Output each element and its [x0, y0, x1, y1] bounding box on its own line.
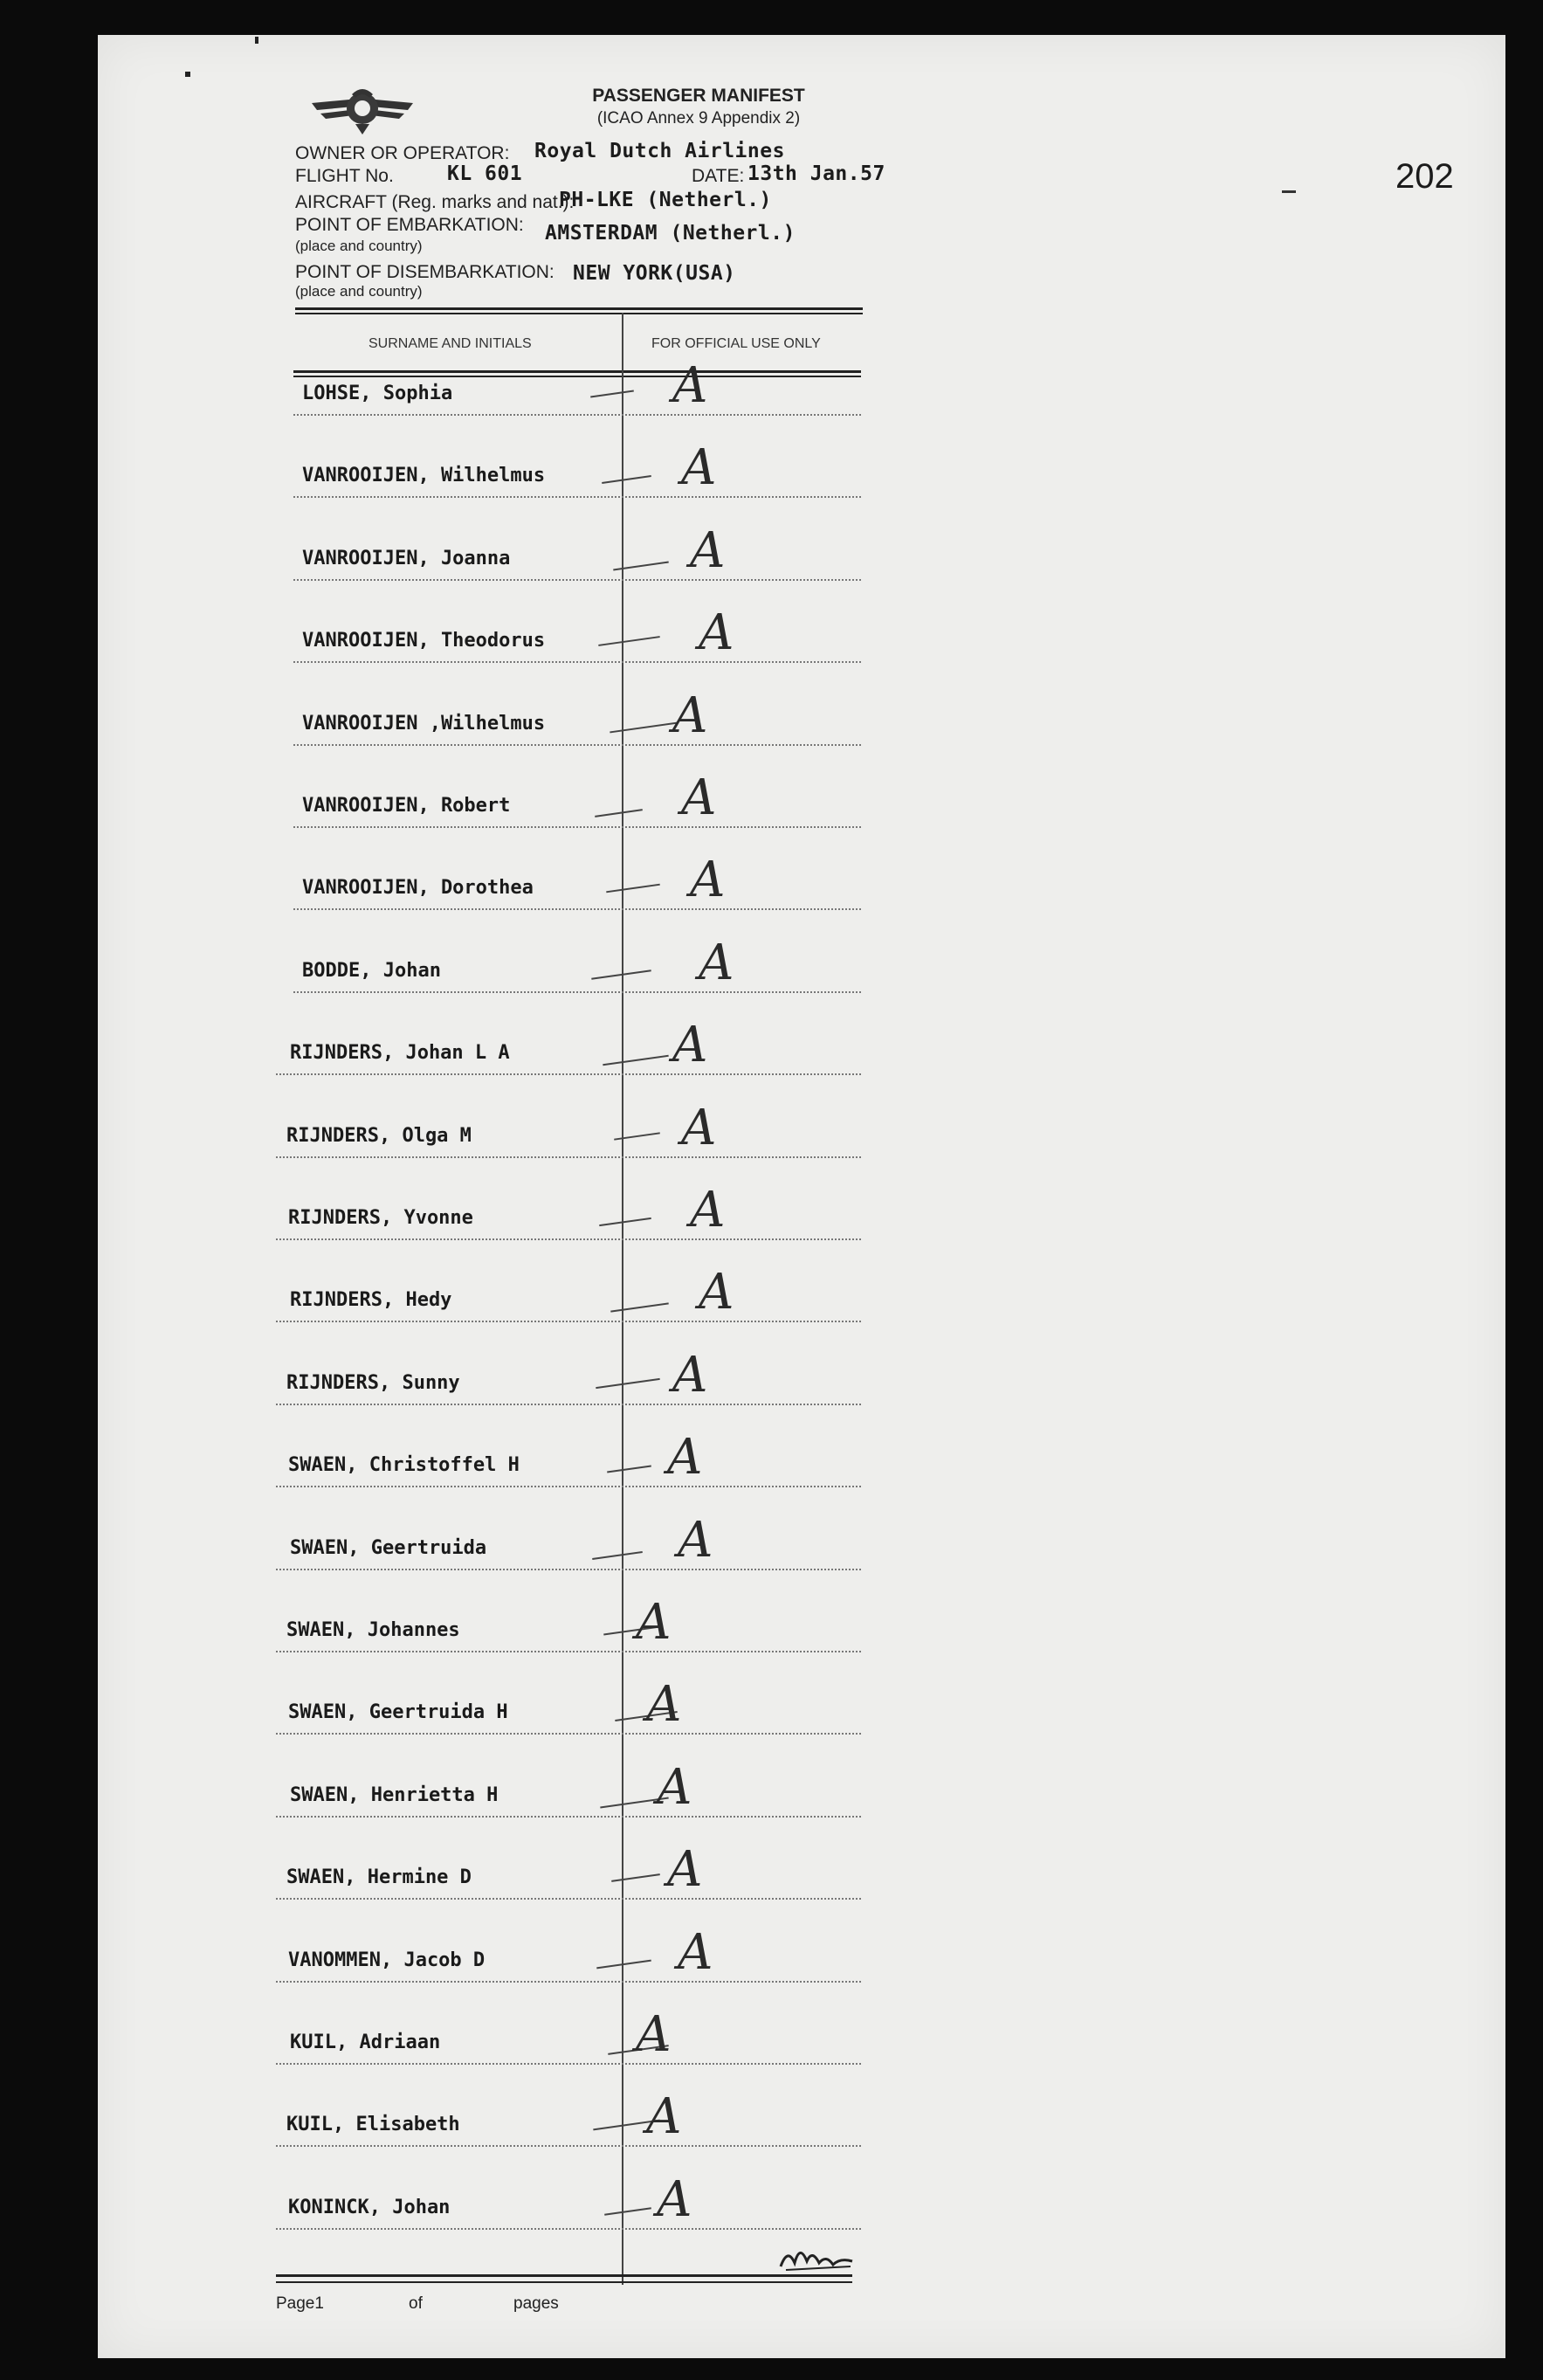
- passenger-name: SWAEN, Henrietta H: [290, 1783, 499, 1806]
- official-initial-stamp: A: [646, 1676, 682, 1734]
- table-bottom-rule: [276, 2274, 852, 2277]
- passenger-name: KONINCK, Johan: [288, 2196, 451, 2218]
- row-dotted-line: [276, 1486, 861, 1487]
- handwritten-signature: [777, 2232, 856, 2275]
- passenger-name: VANROOIJEN, Joanna: [302, 547, 511, 569]
- footer-pages-label: pages: [513, 2294, 559, 2313]
- official-initial-stamp: A: [681, 769, 717, 826]
- header-rule-2: [293, 376, 861, 377]
- embarkation-value: AMSTERDAM (Netherl.): [545, 222, 796, 245]
- row-dotted-line: [276, 1404, 861, 1405]
- official-initial-stamp: A: [672, 1346, 708, 1404]
- row-dotted-line: [293, 579, 861, 581]
- passenger-name: RIJNDERS, Olga M: [286, 1124, 472, 1147]
- row-dotted-line: [276, 2063, 861, 2065]
- manifest-title: PASSENGER MANIFEST: [592, 86, 805, 106]
- passenger-name: BODDE, Johan: [302, 959, 441, 982]
- official-initial-stamp: A: [667, 1429, 703, 1487]
- row-dotted-line: [293, 414, 861, 416]
- passenger-name: VANROOIJEN, Dorothea: [302, 877, 534, 900]
- official-initial-stamp: A: [672, 357, 708, 414]
- page-number: 202: [1395, 157, 1454, 196]
- page-value: 1: [314, 2294, 324, 2313]
- official-initial-stamp: A: [690, 521, 726, 579]
- passenger-name: KUIL, Adriaan: [290, 2032, 441, 2053]
- klm-logo-icon: [310, 84, 415, 136]
- passenger-name: RIJNDERS, Johan L A: [290, 1042, 510, 1065]
- passenger-name: VANOMMEN, Jacob D: [288, 1949, 486, 1971]
- manifest-subtitle: (ICAO Annex 9 Appendix 2): [596, 109, 801, 128]
- disembarkation-sublabel: (place and country): [295, 283, 423, 300]
- official-initial-stamp: A: [667, 1841, 703, 1899]
- footer-page-label: [276, 2294, 324, 2314]
- embarkation-label: POINT OF EMBARKATION:: [295, 215, 524, 235]
- official-initial-stamp: A: [657, 1758, 692, 1816]
- row-dotted-line: [276, 1898, 861, 1900]
- disembarkation-value: NEW YORK(USA): [573, 262, 736, 285]
- margin-dash: [1282, 190, 1296, 193]
- official-initial-stamp: A: [690, 852, 726, 909]
- official-initial-stamp: A: [636, 2006, 672, 2063]
- scan-speck: [185, 72, 190, 77]
- row-dotted-line: [276, 1981, 861, 1983]
- row-dotted-line: [276, 1321, 861, 1322]
- page-label: Page: [276, 2294, 315, 2313]
- row-dotted-line: [293, 991, 861, 993]
- official-initial-stamp: A: [699, 604, 734, 662]
- flight-label: FLIGHT No.: [295, 166, 394, 186]
- official-initial-stamp: A: [690, 1182, 726, 1238]
- passenger-name: RIJNDERS, Yvonne: [288, 1207, 473, 1229]
- passenger-name: VANROOIJEN, Robert: [302, 795, 511, 817]
- row-dotted-line: [293, 661, 861, 663]
- row-dotted-line: [276, 2145, 861, 2147]
- row-dotted-line: [276, 1569, 861, 1570]
- table-top-rule: [295, 307, 863, 310]
- passenger-name: VANROOIJEN, Wilhelmus: [302, 465, 546, 487]
- row-dotted-line: [293, 826, 861, 828]
- official-initial-stamp: A: [678, 1923, 713, 1981]
- embarkation-sublabel: (place and country): [295, 238, 423, 254]
- flight-value: KL 601: [447, 162, 523, 185]
- passenger-name: SWAEN, Geertruida: [290, 1536, 487, 1559]
- scan-speck: [255, 37, 258, 44]
- passenger-name: SWAEN, Hermine D: [286, 1866, 472, 1889]
- date-value: 13th Jan.57: [747, 162, 885, 185]
- passenger-name: SWAEN, Johannes: [286, 1619, 460, 1641]
- column-header-surname: SURNAME AND INITIALS: [369, 336, 532, 351]
- row-dotted-line: [276, 1156, 861, 1158]
- passenger-name: KUIL, Elisabeth: [286, 2114, 460, 2136]
- owner-value: Royal Dutch Airlines: [534, 140, 785, 162]
- official-initial-stamp: A: [646, 2088, 682, 2146]
- date-label: DATE:: [692, 166, 745, 186]
- official-initial-stamp: A: [681, 439, 717, 497]
- passenger-name: VANROOIJEN, Theodorus: [302, 630, 546, 652]
- table-bottom-rule-2: [276, 2281, 852, 2283]
- passenger-name: RIJNDERS, Sunny: [286, 1371, 460, 1394]
- row-dotted-line: [276, 1816, 861, 1818]
- column-header-official: FOR OFFICIAL USE ONLY: [651, 336, 821, 351]
- aircraft-label: AIRCRAFT (Reg. marks and nat.):: [295, 192, 575, 212]
- row-dotted-line: [276, 1651, 861, 1652]
- official-initial-stamp: A: [672, 686, 708, 744]
- row-dotted-line: [276, 1238, 861, 1240]
- passenger-name: RIJNDERS, Hedy: [290, 1289, 452, 1312]
- passenger-name: SWAEN, Christoffel H: [288, 1454, 520, 1477]
- disembarkation-label: POINT OF DISEMBARKATION:: [295, 262, 555, 282]
- passenger-name: LOHSE, Sophia: [302, 383, 453, 404]
- owner-label: OWNER OR OPERATOR:: [295, 143, 510, 163]
- aircraft-value: PH-LKE (Netherl.): [559, 189, 772, 211]
- official-initial-stamp: A: [681, 1099, 717, 1156]
- footer-of-label: of: [409, 2294, 423, 2313]
- row-dotted-line: [293, 744, 861, 746]
- passenger-name: VANROOIJEN ,Wilhelmus: [302, 712, 546, 735]
- official-initial-stamp: A: [699, 1264, 734, 1321]
- official-initial-stamp: A: [672, 1017, 708, 1074]
- row-dotted-line: [276, 2228, 861, 2230]
- official-initial-stamp: A: [657, 2170, 692, 2228]
- passenger-name: SWAEN, Geertruida H: [288, 1701, 508, 1724]
- row-dotted-line: [293, 496, 861, 498]
- header-rule: [293, 370, 861, 373]
- row-dotted-line: [276, 1733, 861, 1735]
- official-initial-stamp: A: [699, 934, 734, 991]
- table-top-rule-2: [295, 313, 863, 314]
- row-dotted-line: [293, 908, 861, 910]
- column-divider: [622, 313, 623, 2285]
- official-initial-stamp: A: [678, 1511, 713, 1569]
- row-dotted-line: [276, 1073, 861, 1075]
- official-initial-stamp: A: [636, 1594, 672, 1651]
